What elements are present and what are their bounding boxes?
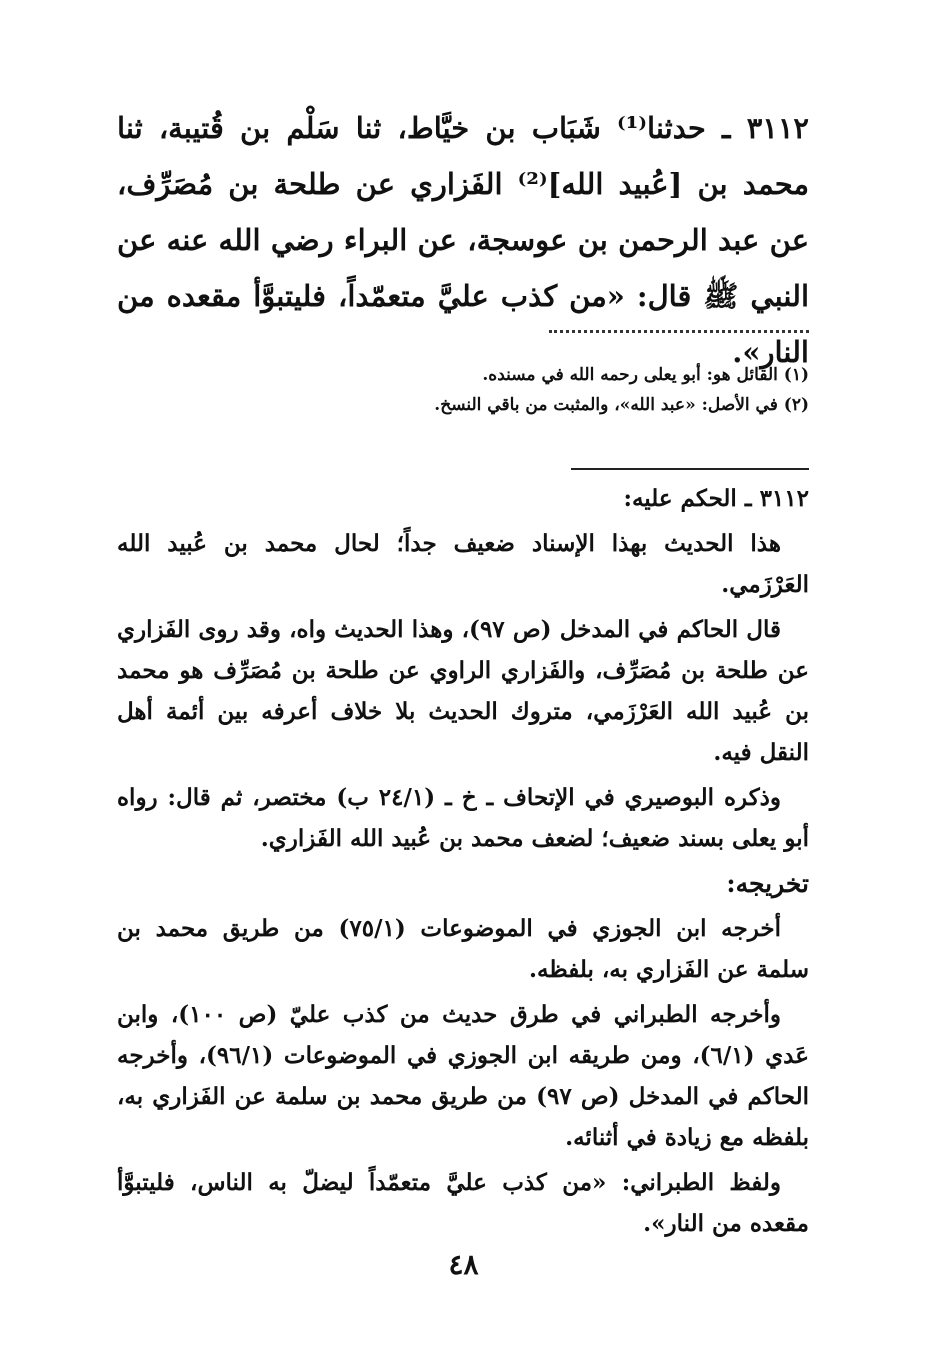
commentary xyxy=(117,478,809,1248)
hadith-text: ٣١١٢ ـ حدثنا⁽¹⁾ شَبَاب بن خيَّاط، ثنا سَلْم بن قُتيبة، ثنا محمد بن [عُبيد الله]⁽²⁾ الفَزاري عن طلحة بن مُصَرِّف، عن عبد الرحمن بن عوسجة، عن البراء رضي الله عنه عن النبي ﷺ قال: «من كذب عليَّ متعمّداً، فليتبوَّأ مقعده من النار». xyxy=(117,111,809,369)
takhrij-paragraph: وأخرجه الطبراني في طرق حديث من كذب عليّ (ص ١٠٠)، وابن عَدي (٦/١)، ومن طريقه ابن الجوزي في الموضوعات (٩٦/١)، وأخرجه الحاكم في المدخل (ص ٩٧) من طريق محمد بن سلمة عن الفَزاري به، بلفظه مع زيادة في أثنائه. xyxy=(117,1001,810,1151)
takhrij-heading: تخريجه: xyxy=(726,869,809,898)
footnote-2: (٢) في الأصل: «عبد الله»، والمثبت من باقي النسخ. xyxy=(434,395,809,415)
section-divider xyxy=(571,468,809,470)
ruling-paragraph: وذكره البوصيري في الإتحاف ـ خ ـ (٢٤/١ ب) مختصر، ثم قال: رواه أبو يعلى بسند ضعيف؛ لضعف محمد بن عُبيد الله الفَزاري. xyxy=(117,784,809,852)
takhrij-paragraph: أخرجه ابن الجوزي في الموضوعات (٧٥/١) من طريق محمد بن سلمة عن الفَزاري به، بلفظه. xyxy=(117,915,809,983)
footnotes xyxy=(117,360,809,420)
ruling-heading: ٣١١٢ ـ الحكم عليه: xyxy=(623,485,809,512)
takhrij-paragraph: ولفظ الطبراني: «من كذب عليَّ متعمّداً ليضلّ به الناس، فليتبوَّأ مقعده من النار». xyxy=(117,1169,809,1237)
ruling-paragraph: هذا الحديث بهذا الإسناد ضعيف جداً؛ لحال محمد بن عُبيد الله العَرْزَمي. xyxy=(117,530,809,598)
page-number: ٤٨ xyxy=(448,1248,479,1281)
footnote-separator xyxy=(549,330,809,335)
footnote-1: (١) القائل هو: أبو يعلى رحمه الله في مسنده. xyxy=(482,365,809,385)
ruling-paragraph: قال الحاكم في المدخل (ص ٩٧)، وهذا الحديث واه، وقد روى الفَزاري عن طلحة بن مُصَرِّف، والفَزاري الراوي عن طلحة بن مُصَرِّف هو محمد بن عُبيد الله العَرْزَمي، متروك الحديث بلا خلاف أعرفه بين أئمة أهل النقل فيه. xyxy=(117,616,809,766)
